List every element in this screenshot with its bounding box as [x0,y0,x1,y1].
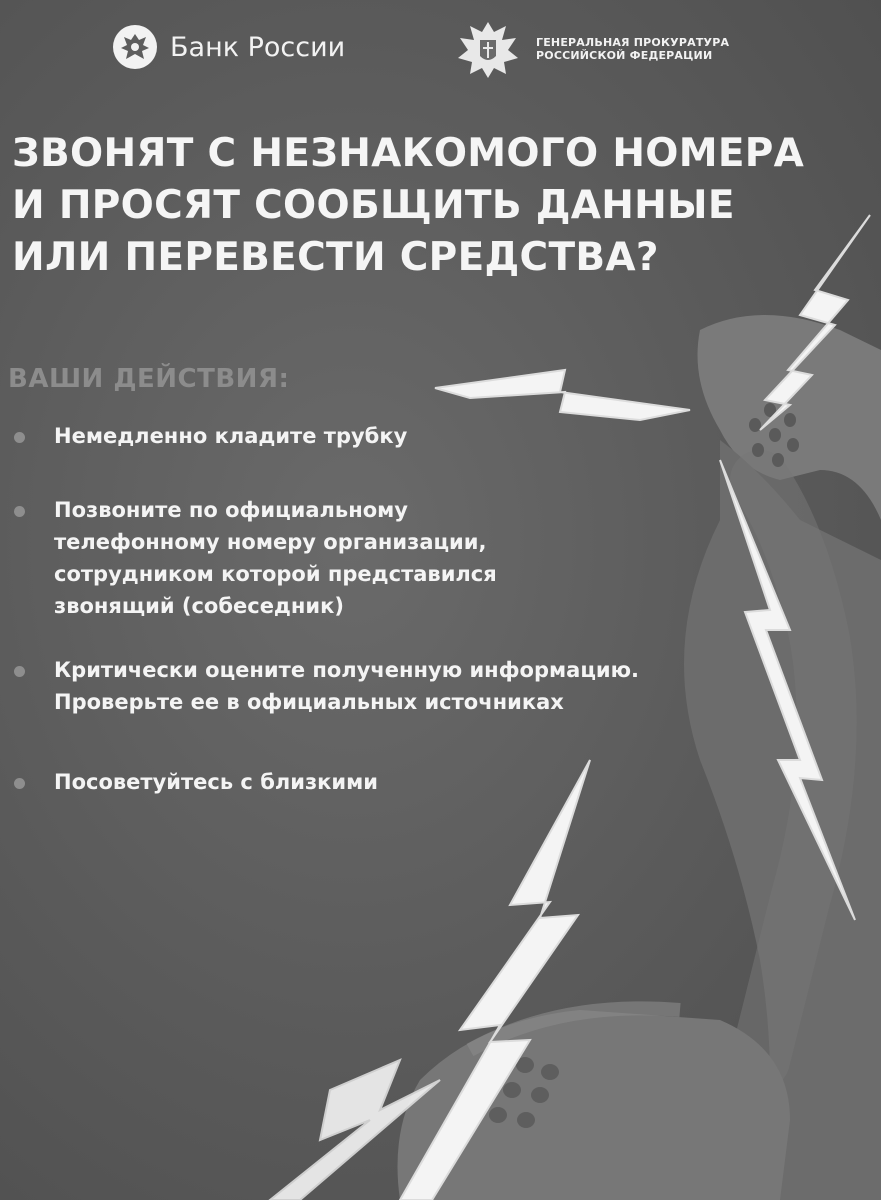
prosecutor-logo-line1: ГЕНЕРАЛЬНАЯ ПРОКУРАТУРА [536,36,730,49]
action-line: Критически оцените полученную информацию. [54,658,639,682]
action-text [54,420,754,452]
bullet-icon [14,432,25,443]
bullet-icon [14,506,25,517]
action-line: телефонному номеру организации, [54,530,487,554]
actions-title: ВАШИ ДЕЙСТВИЯ: [8,364,290,394]
headline-line: ЗВОНЯТ С НЕЗНАКОМОГО НОМЕРА [12,131,805,176]
page-title [12,128,872,284]
action-line: Посоветуйтесь с близкими [54,770,379,794]
bank-of-russia-emblem-icon [112,24,158,70]
action-line: звонящий (собеседник) [54,594,344,618]
action-line: сотрудником которой представился [54,562,497,586]
action-text [54,494,754,622]
action-line: Немедленно кладите трубку [54,424,408,448]
headline-line: ИЛИ ПЕРЕВЕСТИ СРЕДСТВА? [12,235,659,280]
action-line: Позвоните по официальному [54,498,408,522]
bank-of-russia-logo [112,24,345,70]
headline-line: И ПРОСЯТ СООБЩИТЬ ДАННЫЕ [12,183,735,228]
prosecutor-general-logo [454,18,756,80]
prosecutor-logo-line2: РОССИЙСКОЙ ФЕДЕРАЦИИ [536,49,713,62]
action-line: Проверьте ее в официальных источниках [54,690,564,714]
action-text [54,766,754,798]
bullet-icon [14,666,25,677]
action-text [54,654,754,718]
bullet-icon [14,778,25,789]
prosecutor-general-emblem-icon [454,18,522,80]
bank-logo-text: Банк России [170,31,346,63]
prosecutor-logo-text [536,36,756,62]
